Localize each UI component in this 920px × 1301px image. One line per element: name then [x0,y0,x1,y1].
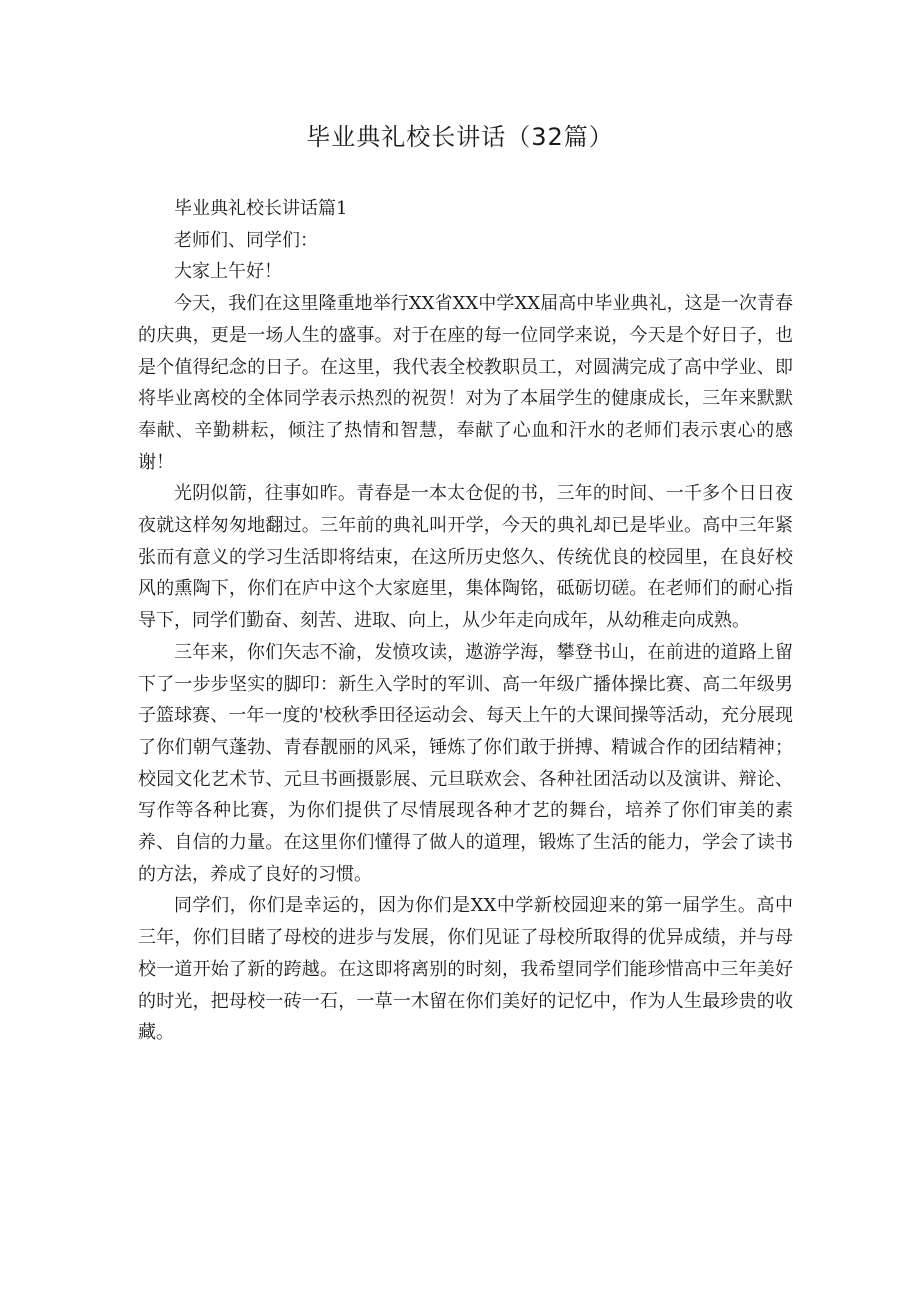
section-heading: 毕业典礼校长讲话篇1 [174,198,348,219]
paragraph: 三年来，你们矢志不渝，发愤攻读，遨游学海，攀登书山，在前进的道路上留下了一步步坚实的脚印：新生入学时的军训、高一年级广播体操比赛、高二年级男子篮球赛、一年一度的'校秋季田径运动会、每天上午的大课间操等活动，充分展现了你们朝气蓬勃、青春靓丽的风采，锤炼了你们敢于拼搏、精诚合作的团结精神；校园文化艺术节、元旦书画摄影展、元旦联欢会、各种社团活动以及演讲、辩论、写作等各种比赛，为你们提供了尽情展现各种才艺的舞台，培养了你们审美的素养、自信的力量。在这里你们懂得了做人的道理，锻炼了生活的能力，学会了读书的方法，养成了良好的习惯。 [138,641,793,885]
greeting: 大家上午好！ [174,261,282,283]
document-title: 毕业典礼校长讲话（32篇） [306,123,614,151]
paragraph: 今天，我们在这里隆重地举行XX省XX中学XX届高中毕业典礼，这是一次青春的庆典，更是一场人生的盛事。对于在座的每一位同学来说，今天是个好日子，也是个值得纪念的日子。在这里，我代表全校教职员工，对圆满完成了高中学业、即将毕业离校的全体同学表示热烈的祝贺！对为了本届学生的健康成长，三年来默默奉献、辛勤耕耘，倾注了热情和智慧，奉献了心血和汗水的老师们表示衷心的感谢！ [138,293,793,473]
salutation: 老师们、同学们： [174,229,318,251]
document-body [138,193,793,1049]
paragraph: 光阴似箭，往事如昨。青春是一本太仓促的书，三年的时间、一千多个日日夜夜就这样匆匆地翻过。三年前的典礼叫开学，今天的典礼却已是毕业。高中三年紧张而有意义的学习生活即将结束，在这所历史悠久、传统优良的校园里，在良好校风的熏陶下，你们在庐中这个大家庭里，集体陶铭，砥砺切磋。在老师们的耐心指导下，同学们勤奋、刻苦、进取、向上，从少年走向成年，从幼稚走向成熟。 [138,483,793,632]
paragraph: 同学们，你们是幸运的，因为你们是XX中学新校园迎来的第一届学生。高中三年，你们目睹了母校的进步与发展，你们见证了母校所取得的优异成绩，并与母校一道开始了新的跨越。在这即将离别的时刻，我希望同学们能珍惜高中三年美好的时光，把母校一砖一石，一草一木留在你们美好的记忆中，作为人生最珍贵的收藏。 [138,895,793,1044]
